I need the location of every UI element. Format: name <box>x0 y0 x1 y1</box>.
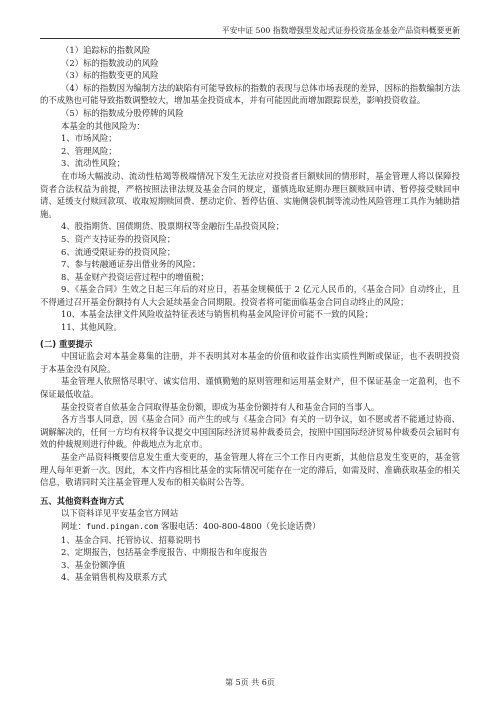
notice-paragraph: 基金投资者自依基金合同取得基金份额，即成为基金份额持有人和基金合同的当事人。 <box>61 401 380 412</box>
other-risk-item: 5、资产支持证券的投资风险； <box>61 233 176 244</box>
other-risk-item: 6、流通受限证券的投资风险； <box>61 246 176 257</box>
info-item: 4、基金销售机构及联系方式 <box>61 572 167 583</box>
website-label: 网址： <box>61 520 87 531</box>
other-risk-item: 7、参与转融通证券出借业务的风险； <box>61 259 201 270</box>
notice-paragraph: 基金产品资料概要信息发生重大变更的，基金管理人将在三个工作日内更新，其他信息发生变更的，基金管理人每年更新一次。因此，本文件内容相比基金的实际情况可能存在一定的滞后，如需及时、准确获取基金的相关信息，敬请同时关注基金管理人发布的相关临时公告等。 <box>40 452 460 488</box>
index-risk-item: （4）标的指数因为编制方法的缺陷有可能导致标的指数的表现与总体市场表现的差异，因标的指数编制方法的不成熟也可能导致指数调整较大，增加基金投资成本，并有可能因此而增加跟踪误差，影响投资收益。 <box>40 82 460 106</box>
header-rule <box>40 38 460 39</box>
other-risk-item: 10、本基金法律文件风险收益特征表述与销售机构基金风险评价可能不一致的风险； <box>61 309 374 320</box>
other-risk-item: 3、流动性风险； <box>61 158 125 169</box>
header-title: 平安中证 500 指数增强型发起式证券投资基金基金产品资料概要更新 <box>221 26 460 35</box>
info-item: 1、基金合同、托管协议、招募说明书 <box>61 534 201 545</box>
other-risk-item: 1、市场风险； <box>61 133 117 144</box>
other-risk-item: 11、其他风险。 <box>61 322 122 333</box>
other-risk-list <box>40 120 460 334</box>
notice-paragraph: 基金管理人依照恪尽职守、诚实信用、谨慎勤勉的原则管理和运用基金财产，但不保证基金一定盈利，也不保证最低收益。 <box>40 376 460 400</box>
info-item: 2、定期报告，包括基金季度报告、中期报告和年度报告 <box>61 547 268 558</box>
liquidity-risk-paragraph: 在市场大幅波动、流动性枯竭等极端情况下发生无法应对投资者巨额赎回的情形时，基金管理人将以保障投资者合法权益为前提，严格按照法律法规及基金合同的规定，谨慎选取延期办理巨额赎回申请、暂停接受赎回申请、延缓支付赎回款项、收取短期赎回费、摆动定价、暂停估值、实施侧袋机制等流动性风险管理工具作为辅助措施。 <box>40 170 460 219</box>
page-header <box>40 26 460 36</box>
hotline: 客服电话：400-800-4800（免长途话费） <box>161 520 321 531</box>
index-risk-item: （5）标的指数成分股停牌的风险 <box>61 107 184 118</box>
other-info-heading: 五、其他资料查询方式 <box>40 495 124 506</box>
important-notice-body <box>40 350 460 489</box>
important-notice-heading: (二) 重要提示 <box>40 338 93 349</box>
notice-paragraph: 各方当事人同意，因《基金合同》而产生的或与《基金合同》有关的一切争议，如不愿或者不能通过协商、调解解决的，任何一方均有权将争议提交中国国际经济贸易仲裁委员会，按照中国国际经济贸易仲裁委员会届时有效的仲裁规则进行仲裁。仲裁地点为北京市。 <box>40 414 460 450</box>
contact-line <box>40 520 460 534</box>
other-risk-item: 9、《基金合同》生效之日起三年后的对应日，若基金规模低于 2 亿元人民币的，《基金合同》自动终止，且不得通过召开基金份额持有人大会延续基金合同期限。投资者将可能面临基金合同自动终止的风险； <box>40 284 460 307</box>
other-risk-item: 8、基金财产投资运营过程中的增值税； <box>61 271 209 282</box>
page-number: 第 5页 共 6页 <box>225 678 275 687</box>
page-footer <box>0 678 500 688</box>
index-risk-item: （3）标的指数变更的风险 <box>61 70 159 81</box>
other-info-body <box>40 507 460 584</box>
website-link[interactable]: fund.pingan.com <box>86 521 159 531</box>
other-info-intro: 以下资料详见平安基金官方网站 <box>61 508 179 519</box>
notice-paragraph: 中国证监会对本基金募集的注册，并不表明其对本基金的价值和收益作出实质性判断或保证，也不表明投资于本基金没有风险。 <box>40 351 460 374</box>
page-content <box>40 44 460 584</box>
index-risk-list <box>40 44 460 120</box>
index-risk-item: （2）标的指数波动的风险 <box>61 57 159 68</box>
other-risk-intro: 本基金的其他风险为： <box>61 120 145 131</box>
other-risk-item: 2、管理风险； <box>61 145 117 156</box>
other-risk-item: 4、股指期货、国债期货、股票期权等金融衍生品投资风险； <box>61 221 285 232</box>
info-item: 3、基金份额净值 <box>61 559 125 570</box>
index-risk-item: （1）追踪标的指数风险 <box>61 45 151 55</box>
